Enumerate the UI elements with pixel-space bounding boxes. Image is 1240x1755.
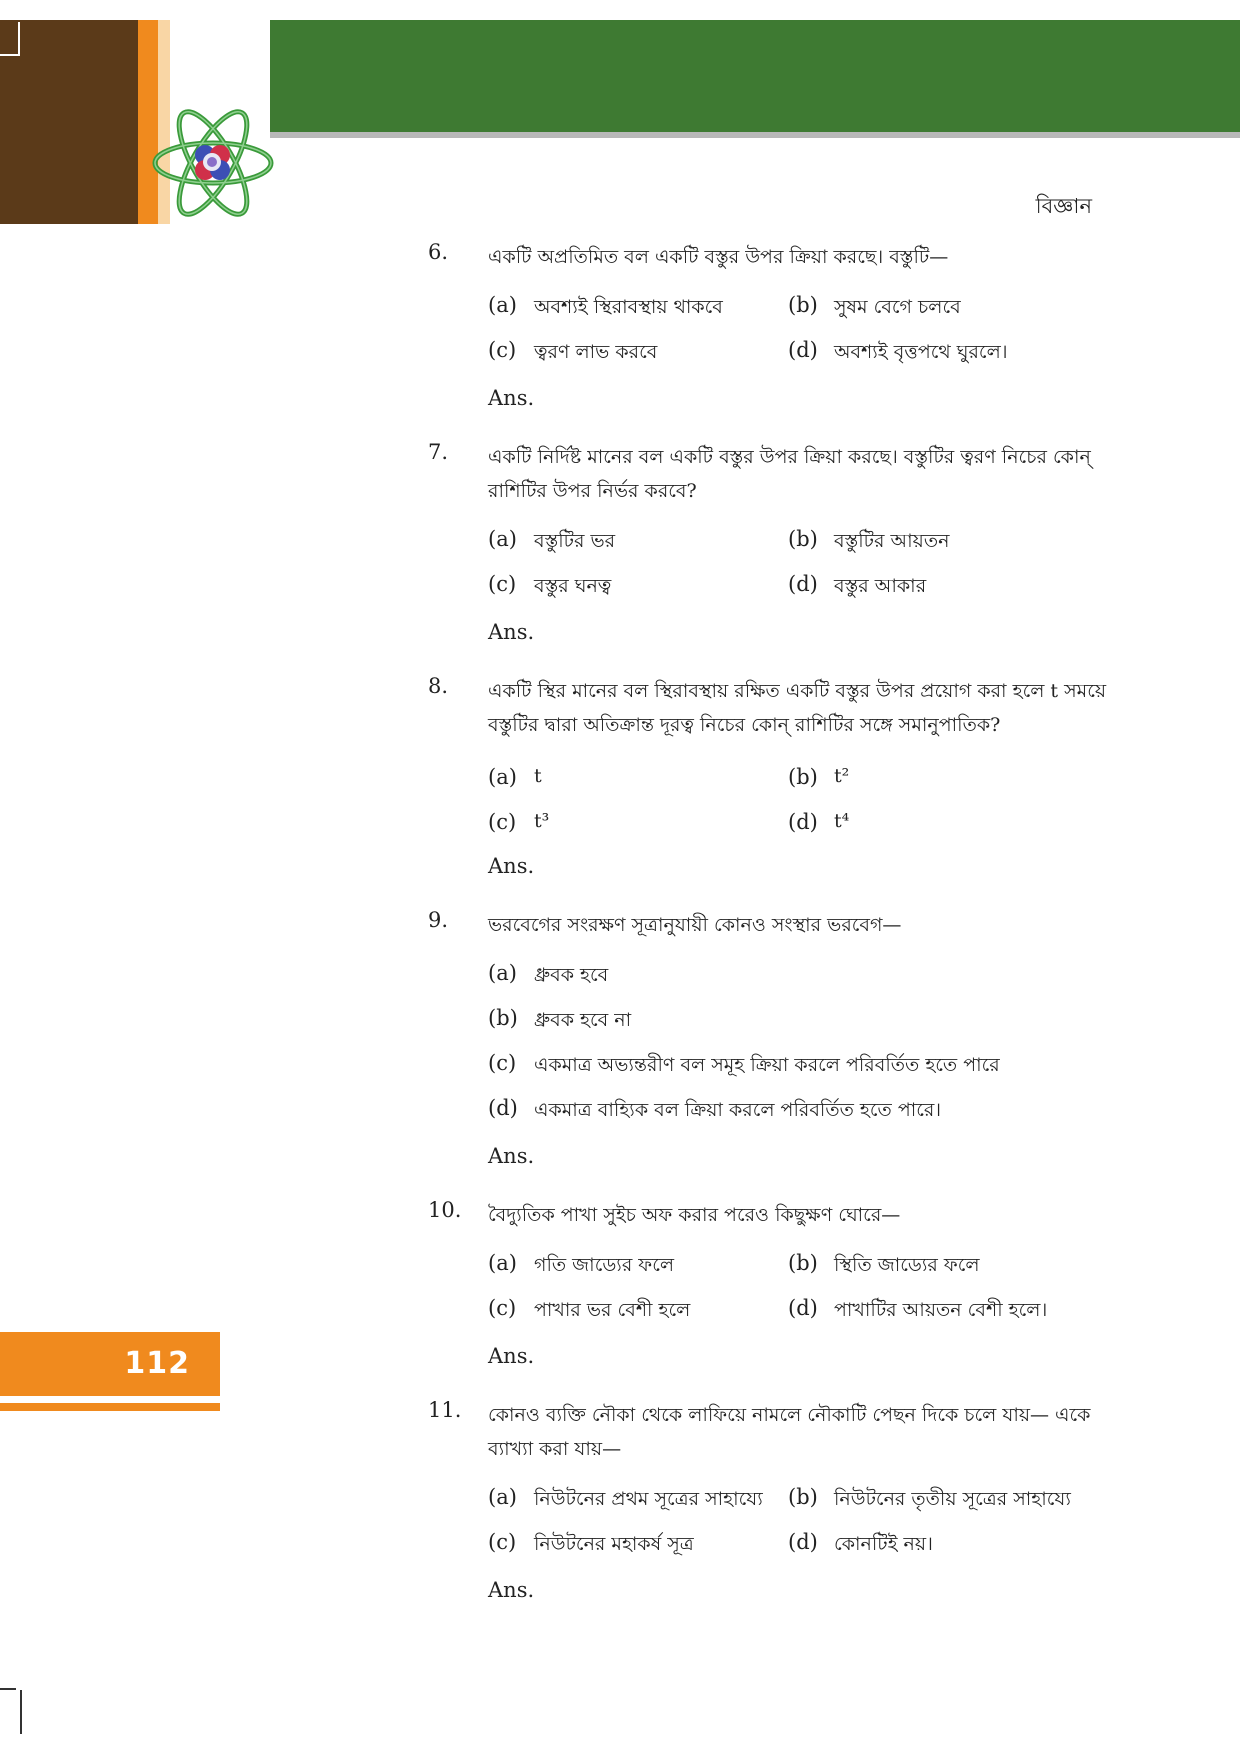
option-text: বস্তুর আকার: [834, 574, 927, 597]
option-label: (a): [488, 526, 517, 551]
option-label: (b): [788, 764, 818, 789]
question-8: [430, 674, 1130, 884]
option-label: (d): [788, 809, 818, 834]
option-label: (b): [788, 292, 818, 317]
option-label: (a): [488, 1250, 517, 1275]
question-text: বৈদ্যুতিক পাখা সুইচ অফ করার পরেও কিছুক্ষণ ঘোরে—: [488, 1204, 901, 1226]
question-text: একটি অপ্রতিমিত বল একটি বস্তুর উপর ক্রিয়া করছে। বস্তুটি—: [488, 246, 949, 268]
crop-mark: [0, 1688, 16, 1690]
option-list: [488, 286, 1130, 376]
question-number: 7.: [428, 440, 449, 464]
option-b: [788, 1251, 1088, 1283]
question-7: [430, 440, 1130, 650]
option-a: [488, 1485, 788, 1517]
option-text: পাখাটির আয়তন বেশী হলে।: [834, 1298, 1048, 1321]
subject-title: বিজ্ঞান: [1035, 194, 1092, 218]
question-6: [430, 240, 1130, 416]
option-label: (c): [488, 809, 517, 834]
option-text: নিউটনের প্রথম সূত্রের সাহায্যে: [534, 1487, 763, 1510]
option-text: t⁴: [834, 809, 850, 832]
option-text: অবশ্যই বৃত্তপথে ঘুরলে।: [834, 340, 1008, 363]
option-label: (c): [488, 571, 517, 596]
option-d: [788, 1296, 1088, 1328]
page-number: 112: [0, 1332, 220, 1396]
option-label: (b): [788, 1484, 818, 1509]
option-b: [788, 1485, 1088, 1517]
option-list: [488, 520, 1130, 610]
option-text: নিউটনের মহাকর্ষ সূত্র: [534, 1532, 694, 1555]
option-a: [488, 1251, 788, 1283]
option-label: (b): [788, 526, 818, 551]
option-c: [488, 572, 788, 604]
option-a: [488, 961, 1128, 993]
option-d: [788, 572, 1088, 604]
option-a: [488, 293, 788, 325]
question-number: 10.: [428, 1198, 462, 1222]
option-text: পাখার ভর বেশী হলে: [534, 1298, 691, 1321]
question-number: 11.: [428, 1398, 462, 1422]
option-label: (a): [488, 764, 517, 789]
page-number-underline: [0, 1403, 220, 1411]
option-text: বস্তুটির ভর: [534, 529, 616, 552]
option-label: (d): [788, 1529, 818, 1554]
header-banner-shadow: [270, 132, 1240, 138]
question-number: 6.: [428, 240, 449, 264]
option-b: [788, 293, 1088, 325]
option-text: t²: [834, 764, 850, 787]
option-d: [788, 810, 1088, 834]
option-c: [488, 338, 788, 370]
crop-mark: [18, 22, 20, 54]
option-text: স্থিতি জাড্যের ফলে: [834, 1253, 980, 1276]
answer-label: Ans.: [488, 1344, 535, 1368]
option-label: (b): [488, 1005, 518, 1030]
option-text: ত্বরণ লাভ করবে: [534, 340, 658, 363]
option-label: (d): [788, 571, 818, 596]
option-list: [488, 954, 1130, 1134]
option-text: নিউটনের তৃতীয় সূত্রের সাহায্যে: [834, 1487, 1071, 1510]
answer-label: Ans.: [488, 620, 535, 644]
option-label: (d): [488, 1095, 518, 1120]
option-label: (b): [788, 1250, 818, 1275]
option-label: (a): [488, 960, 517, 985]
option-label: (a): [488, 1484, 517, 1509]
question-text: কোনও ব্যক্তি নৌকা থেকে লাফিয়ে নামলে নৌকাটি পেছন দিকে চলে যায়— একে ব্যাখ্যা করা যায়—: [488, 1404, 1091, 1460]
crop-mark: [20, 1690, 22, 1734]
option-text: একমাত্র বাহ্যিক বল ক্রিয়া করলে পরিবর্তিত হতে পারে।: [534, 1098, 942, 1121]
option-text: একমাত্র অভ্যন্তরীণ বল সমূহ ক্রিয়া করলে পরিবর্তিত হতে পারে: [534, 1053, 1000, 1076]
option-d: [788, 338, 1088, 370]
option-label: (d): [788, 337, 818, 362]
option-text: ধ্রুবক হবে না: [534, 1008, 632, 1031]
option-label: (d): [788, 1295, 818, 1320]
option-c: [488, 810, 788, 834]
crop-mark: [0, 54, 20, 56]
option-c: [488, 1530, 788, 1562]
option-text: বস্তুটির আয়তন: [834, 529, 950, 552]
question-text: একটি নির্দিষ্ট মানের বল একটি বস্তুর উপর ক্রিয়া করছে। বস্তুটির ত্বরণ নিচের কোন্ রাশিটির উপর নির্ভর করবে?: [488, 446, 1091, 502]
option-list: [488, 1244, 1130, 1334]
option-a: [488, 527, 788, 559]
question-text: ভরবেগের সংরক্ষণ সূত্রানুযায়ী কোনও সংস্থার ভরবেগ—: [488, 914, 902, 936]
option-label: (c): [488, 337, 517, 362]
answer-label: Ans.: [488, 854, 535, 878]
option-list: [488, 754, 1130, 844]
option-d: [488, 1096, 1128, 1128]
option-label: (c): [488, 1529, 517, 1554]
option-text: অবশ্যই স্থিরাবস্থায় থাকবে: [534, 295, 723, 318]
option-label: (c): [488, 1050, 517, 1075]
option-c: [488, 1051, 1128, 1083]
option-text: ধ্রুবক হবে: [534, 963, 609, 986]
option-list: [488, 1478, 1130, 1568]
option-text: গতি জাড্যের ফলে: [534, 1253, 674, 1276]
question-text: একটি স্থির মানের বল স্থিরাবস্থায় রক্ষিত একটি বস্তুর উপর প্রয়োগ করা হলে t সময়ে বস্তুটির দ্বারা অতিক্রান্ত দূরত্ব নিচের কোন্ রাশিটির সঙ্গে সমানুপাতিক?: [488, 680, 1107, 736]
option-c: [488, 1296, 788, 1328]
option-text: t: [534, 764, 542, 787]
question-list: [430, 240, 1130, 1632]
answer-label: Ans.: [488, 1144, 535, 1168]
question-number: 8.: [428, 674, 449, 698]
answer-label: Ans.: [488, 1578, 535, 1602]
option-d: [788, 1530, 1088, 1562]
question-9: [430, 908, 1130, 1174]
option-a: [488, 765, 788, 789]
option-text: t³: [534, 809, 550, 832]
option-text: বস্তুর ঘনত্ব: [534, 574, 612, 597]
option-label: (a): [488, 292, 517, 317]
question-number: 9.: [428, 908, 449, 932]
question-10: [430, 1198, 1130, 1374]
option-label: (c): [488, 1295, 517, 1320]
option-text: কোনটিই নয়।: [834, 1532, 933, 1555]
option-b: [788, 527, 1088, 559]
header-green-banner: [270, 20, 1240, 132]
atom-logo-icon: [150, 100, 276, 226]
option-text: সুষম বেগে চলবে: [834, 295, 961, 318]
header-brown-block: [0, 20, 138, 224]
option-b: [488, 1006, 1128, 1038]
question-11: [430, 1398, 1130, 1608]
answer-label: Ans.: [488, 386, 535, 410]
option-b: [788, 765, 1088, 789]
